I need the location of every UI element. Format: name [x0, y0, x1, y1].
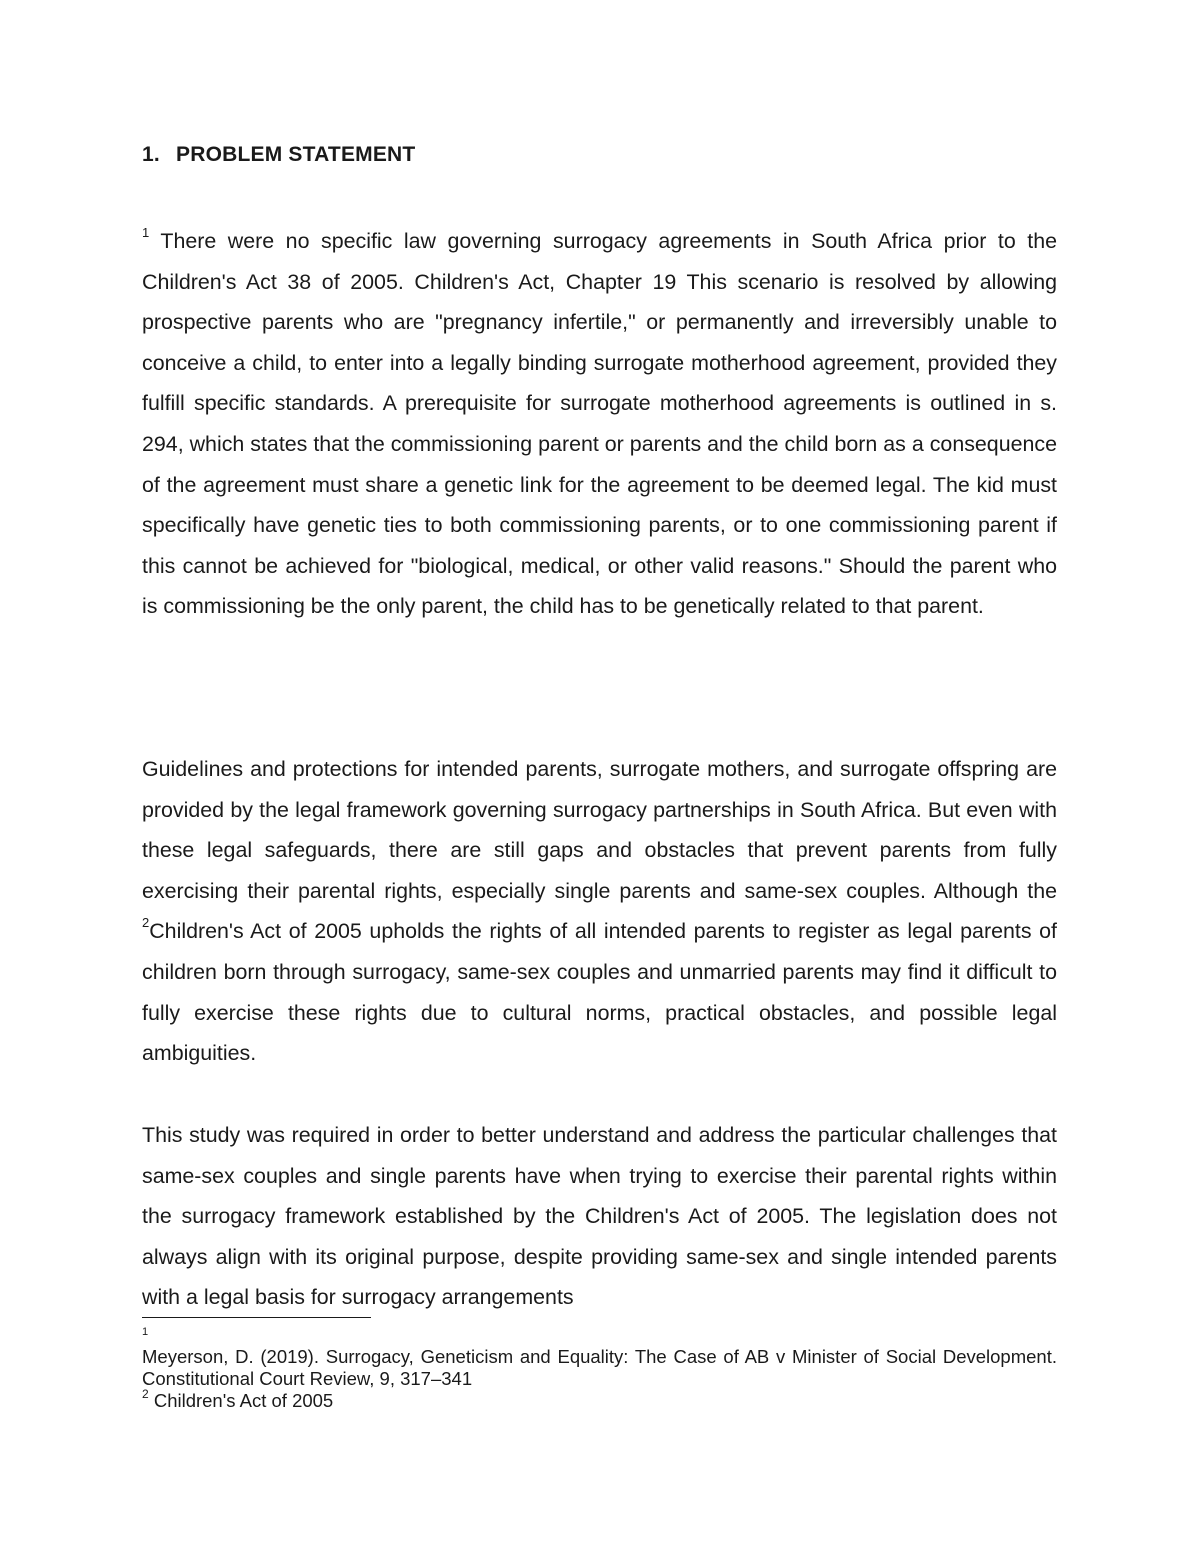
footnote-2-mark: 2 [142, 1386, 149, 1401]
paragraph-3-container [142, 1115, 1057, 1318]
paragraph-1 [142, 221, 1057, 627]
paragraph-3 [142, 1115, 1057, 1318]
section-number: 1. [142, 143, 160, 166]
footnotes [142, 1322, 1057, 1412]
paragraph-3-text: This study was required in order to better understand and address the particular challenges that same-sex couples and single parents have when trying to exercise their parental rights within the surrogacy framework established by the Children's Act of 2005. The legislation does not always align with its original purpose, despite providing same-sex and single intended parents with a legal basis for surrogacy arrangements [142, 1123, 1057, 1310]
footnote-separator [142, 1317, 371, 1318]
footnote-ref-2: 2 [142, 915, 150, 931]
paragraph-2 [142, 749, 1057, 1074]
paragraph-2-text-after: Children's Act of 2005 upholds the rights of all intended parents to register as legal parents of children born through surrogacy, same-sex couples and unmarried parents may find it difficult to fully exercise these rights due to cultural norms, practical obstacles, and possible legal ambiguities. [142, 919, 1057, 1066]
footnote-1-text: Meyerson, D. (2019). Surrogacy, Geneticism and Equality: The Case of AB v Minister of Social Development. Constitutional Court Review, 9, 317–341 [142, 1346, 1057, 1389]
section-heading [142, 143, 415, 167]
footnote-1-mark: 1 [142, 1326, 149, 1338]
footnote-2-text: Children's Act of 2005 [148, 1390, 334, 1411]
footnote-2 [142, 1386, 1057, 1412]
paragraph-1-text: There were no specific law governing surrogacy agreements in South Africa prior to the Children's Act 38 of 2005. Children's Act, Chapter 19 This scenario is resolved by allowing prospective parents who are "pregnancy infertile," or permanently and irreversibly unable to conceive a child, to enter into a legally binding surrogate motherhood agreement, provided they fulfill specific standards. A prerequisite for surrogate motherhood agreements is outlined in s. 294, which states that the commissioning parent or parents and the child born as a consequence of the agreement must share a genetic link for the agreement to be deemed legal. The kid must specifically have genetic ties to both commissioning parents, or to one commissioning parent if this cannot be achieved for "biological, medical, or other valid reasons." Should the parent who is commissioning be the only parent, the child has to be genetically related to that parent. [142, 229, 1057, 619]
footnote-ref-1: 1 [142, 224, 150, 240]
paragraph-2-text-before: Guidelines and protections for intended parents, surrogate mothers, and surrogate offspring are provided by the legal framework governing surrogacy partnerships in South Africa. But even with these legal safeguards, there are still gaps and obstacles that prevent parents from fully exercising their parental rights, especially single parents and same-sex couples. Although the [142, 757, 1057, 903]
section-title: PROBLEM STATEMENT [176, 143, 416, 166]
